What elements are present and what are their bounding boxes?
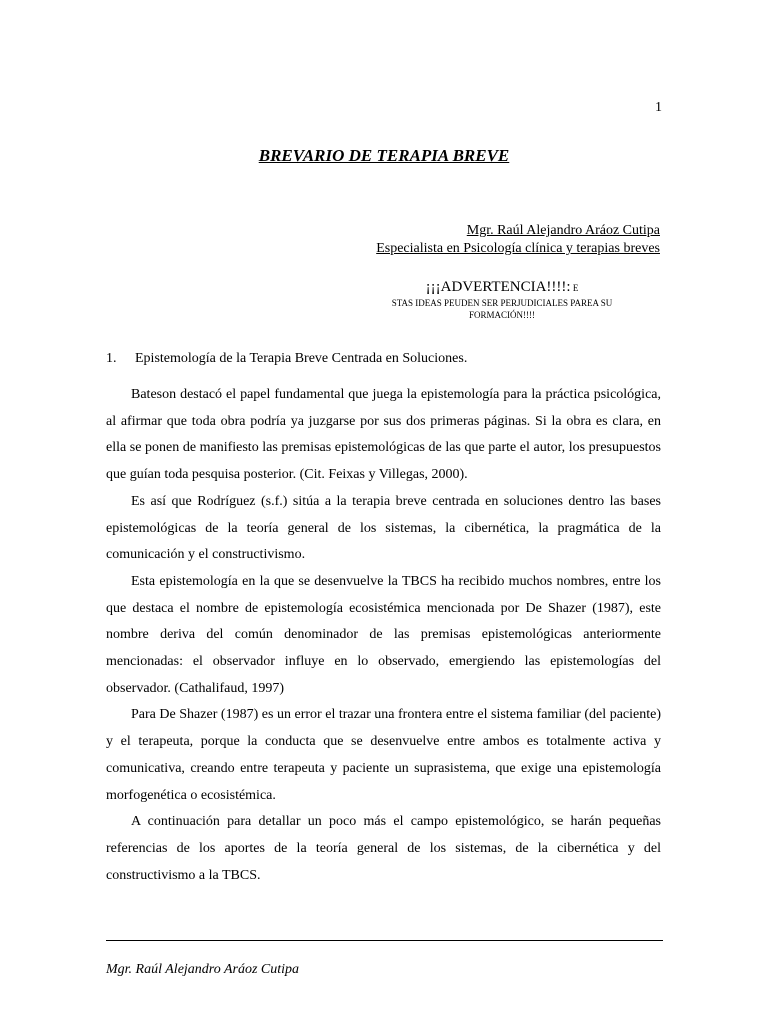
paragraph: Es así que Rodríguez (s.f.) sitúa a la terapia breve centrada en soluciones dentro las bases epistemológicas de la teoría general de los sistemas, la cibernética, la pragmática de la comunicación y el constructivismo. bbox=[106, 493, 661, 563]
warning-trailing-letter: E bbox=[570, 283, 579, 293]
paragraph: Bateson destacó el papel fundamental que juega la epistemología para la práctica psicológica, al afirmar que toda obra podría ya juzgarse por sus dos primeras páginas. Si la obra es clara, en ella se ponen de manifiesto las premisas epistemológicas de las que parte el autor, los presupuestos que guían toda pesquisa posterior. (Cit. Feixas y Villegas, 2000). bbox=[106, 387, 661, 483]
author-role: Especialista en Psicología clínica y terapias breves bbox=[376, 241, 660, 256]
paragraph: Para De Shazer (1987) es un error el trazar una frontera entre el sistema familiar (del paciente) y el terapeuta, porque la conducta que se desenvuelve entre ambos es totalmente activa y comunicativa, creando entre terapeuta y paciente un suprasistema, que exige una epistemología morfogenética o ecosistémica. bbox=[106, 707, 661, 803]
section-heading bbox=[106, 349, 467, 369]
page-number: 1 bbox=[655, 100, 662, 115]
paragraph: Esta epistemología en la que se desenvuelve la TBCS ha recibido muchos nombres, entre los que destaca el nombre de epistemología ecosistémica mencionada por De Shazer (1987), este nombre deriva del común denominador de las premisas epistemológicas anteriormente mencionadas: el observador influye en lo observado, emergiendo las epistemologías del observador. (Cathalifaud, 1997) bbox=[106, 573, 661, 696]
warning-line-2: FORMACIÓN!!!! bbox=[469, 310, 535, 320]
author-block bbox=[376, 222, 660, 258]
section-number: 1. bbox=[106, 351, 117, 366]
body-text bbox=[106, 382, 661, 889]
warning-heading-line bbox=[352, 279, 652, 297]
warning-heading: ¡¡¡ADVERTENCIA!!!!: bbox=[425, 279, 571, 295]
warning-notice bbox=[352, 279, 652, 321]
paragraph: A continuación para detallar un poco más el campo epistemológico, se harán pequeñas referencias de los aportes de la teoría general de los sistemas, de la cibernética y del constructivismo a la TBCS. bbox=[106, 814, 661, 883]
document-title: BREVARIO DE TERAPIA BREVE bbox=[258, 146, 510, 165]
section-title: Epistemología de la Terapia Breve Centrada en Soluciones. bbox=[135, 351, 468, 366]
warning-line-1: STAS IDEAS PEUDEN SER PERJUDICIALES PAREA SU bbox=[391, 298, 613, 308]
author-name: Mgr. Raúl Alejandro Aráoz Cutipa bbox=[466, 223, 660, 238]
footer-author: Mgr. Raúl Alejandro Aráoz Cutipa bbox=[106, 962, 300, 977]
footer-divider bbox=[106, 940, 663, 941]
